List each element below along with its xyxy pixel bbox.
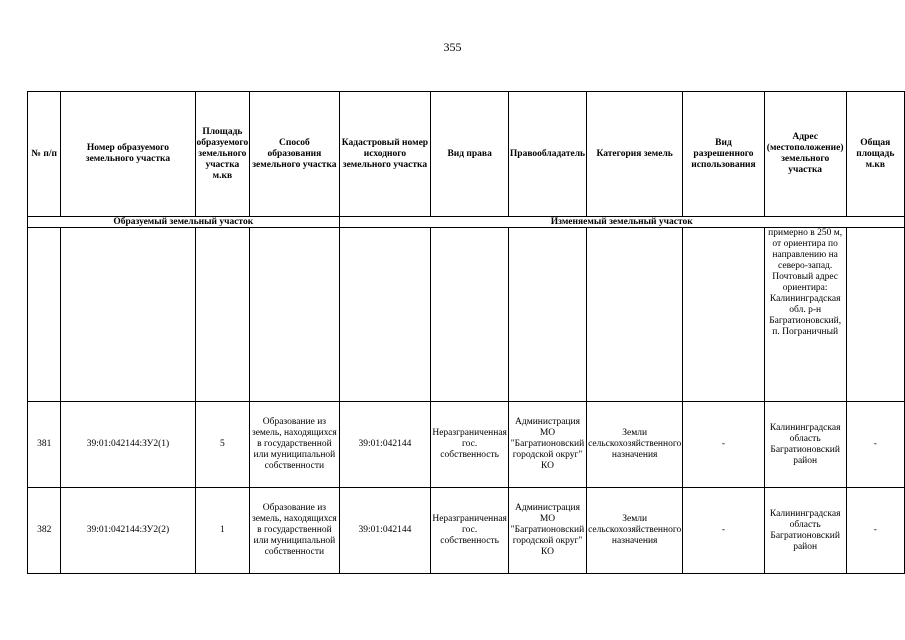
continued-address-cell: примерно в 250 м, от ориентира по направлению на северо-запад. Почтовый адрес ориентира: Калининградская обл. р-н Багратионовский, п. Пограничный bbox=[764, 228, 846, 402]
col-header-area: Площадь образуемого земельного участка м.кв bbox=[195, 92, 250, 217]
cell-formation-method: Образование из земель, находящихся в государственной или муниципальной собственности bbox=[250, 488, 339, 574]
col-header-formation-method: Способ образования земельного участка bbox=[250, 92, 339, 217]
land-parcels-table bbox=[27, 91, 905, 574]
page-number: 355 bbox=[443, 40, 462, 54]
col-header-cadastral-number: Кадастровый номер исходного земельного участка bbox=[339, 92, 431, 217]
cell-holder: Администрация МО "Багратионовский городской округ" КО bbox=[508, 488, 586, 574]
cell-formation-method: Образование из земель, находящихся в государственной или муниципальной собственности bbox=[250, 402, 339, 488]
cell-permitted-use: - bbox=[683, 402, 764, 488]
cell-permitted-use: - bbox=[683, 488, 764, 574]
cell-number: 382 bbox=[28, 488, 61, 574]
table-row bbox=[28, 228, 905, 402]
table-row bbox=[28, 402, 905, 488]
cell-cadastral-number: 39:01:042144 bbox=[339, 488, 431, 574]
col-header-right-type: Вид права bbox=[431, 92, 509, 217]
cell-total-area: - bbox=[846, 488, 904, 574]
section-formed-parcel: Образуемый земельный участок bbox=[28, 217, 340, 228]
cell-parcel-number: 39:01:042144:ЗУ2(2) bbox=[61, 488, 195, 574]
section-changed-parcel: Изменяемый земельный участок bbox=[339, 217, 904, 228]
cell-area: 1 bbox=[195, 488, 250, 574]
col-header-number: № п/п bbox=[28, 92, 61, 217]
cell-area: 5 bbox=[195, 402, 250, 488]
col-header-total-area: Общая площадь м.кв bbox=[846, 92, 904, 217]
col-header-address: Адрес (местоположение) земельного участка bbox=[764, 92, 846, 217]
cell-number: 381 bbox=[28, 402, 61, 488]
cell-address: Калининградская область Багратионовский район bbox=[764, 402, 846, 488]
table-row bbox=[28, 488, 905, 574]
col-header-holder: Правообладатель bbox=[508, 92, 586, 217]
cell-total-area: - bbox=[846, 402, 904, 488]
cell-land-category: Земли сельскохозяйственного назначения bbox=[587, 488, 683, 574]
cell-right-type: Неразграниченная гос. собственность bbox=[431, 402, 509, 488]
col-header-land-category: Категория земель bbox=[587, 92, 683, 217]
cell-parcel-number: 39:01:042144:ЗУ2(1) bbox=[61, 402, 195, 488]
cell-address: Калининградская область Багратионовский район bbox=[764, 488, 846, 574]
section-row bbox=[28, 217, 905, 228]
cell-holder: Администрация МО "Багратионовский городской округ" КО bbox=[508, 402, 586, 488]
cell-right-type: Неразграниченная гос. собственность bbox=[431, 488, 509, 574]
header-row bbox=[28, 92, 905, 217]
col-header-permitted-use: Вид разрешенного использования bbox=[683, 92, 764, 217]
cell-cadastral-number: 39:01:042144 bbox=[339, 402, 431, 488]
cell-land-category: Земли сельскохозяйственного назначения bbox=[587, 402, 683, 488]
col-header-parcel-number: Номер образуемого земельного участка bbox=[61, 92, 195, 217]
